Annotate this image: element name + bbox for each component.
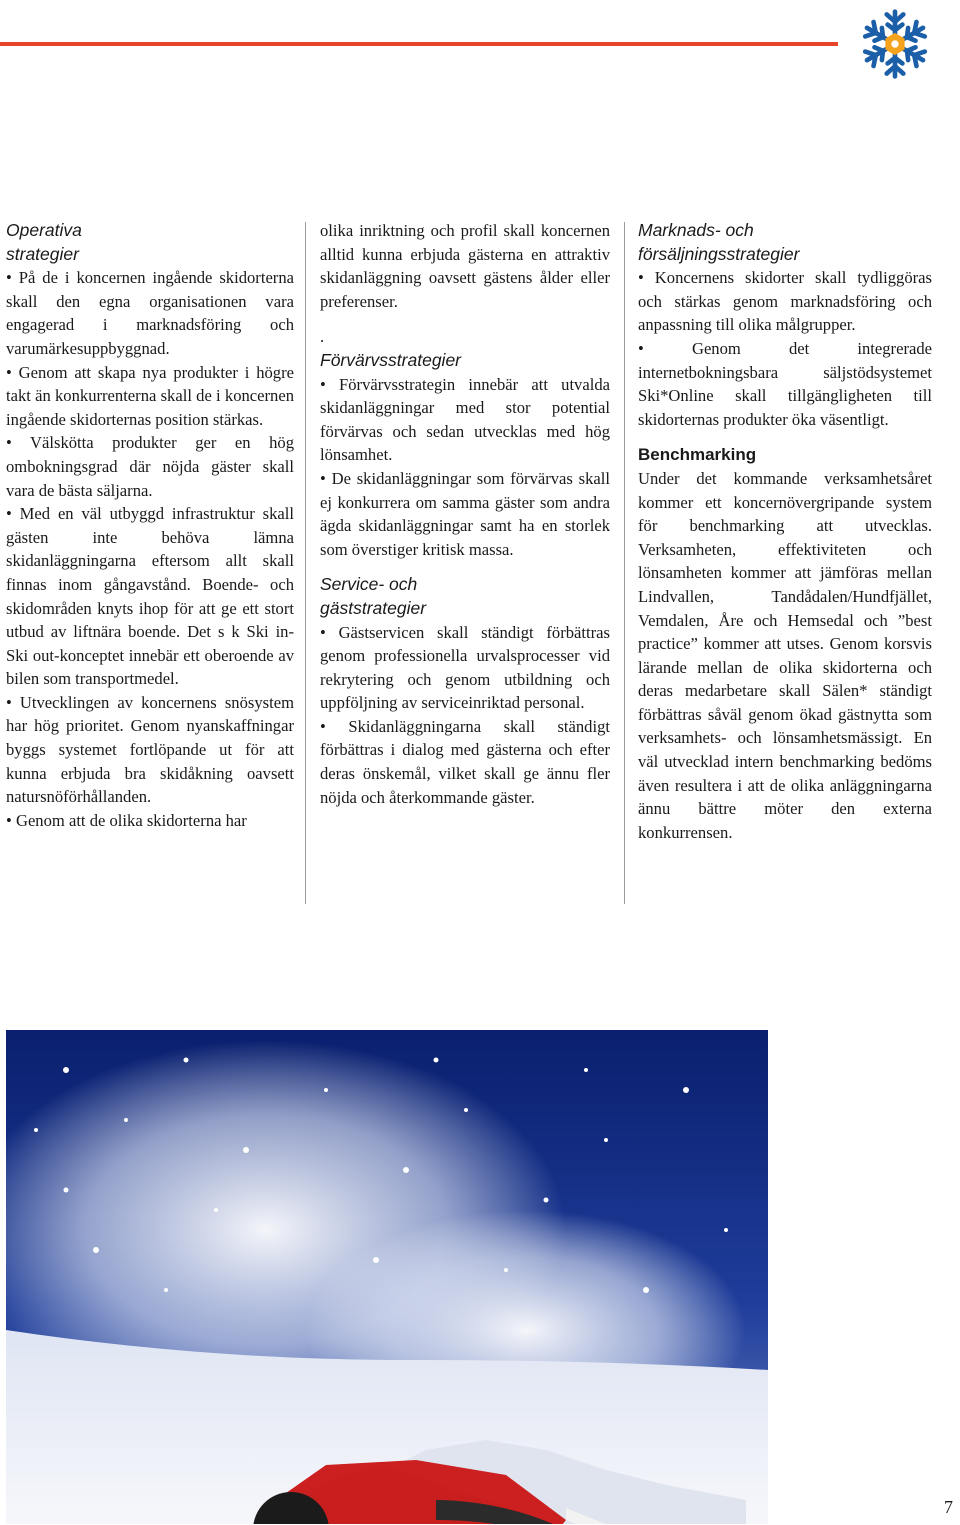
column-1 bbox=[6, 219, 294, 832]
heading-operativa-strategier: Operativa strategier bbox=[6, 220, 82, 264]
heading-marknads-och-forsaljningsstrategier: Marknads- och försäljningsstrategier bbox=[638, 220, 800, 264]
column-3 bbox=[638, 219, 932, 844]
column-divider bbox=[624, 222, 625, 904]
body-text: • Gästservicen skall ständigt förbättras genom professionella urvalsprocesser vid rekrytering och genom utbildning och uppföljning av serviceinriktad personal. • Skidanläggningarna skall ständigt förbättras i dialog med gästerna och efter deras önskemål, vilket skall ge ännu fler nöjda och återkommande gäster. bbox=[320, 622, 610, 807]
skier-photo bbox=[6, 1030, 768, 1524]
separator-dot: . bbox=[320, 327, 325, 347]
heading-forvarvsstrategier: Förvärvsstrategier bbox=[320, 349, 462, 370]
heading-service-och-gaststrategier: Service- och gäststrategier bbox=[320, 574, 427, 618]
skier-image bbox=[6, 1030, 768, 1524]
page-number: 7 bbox=[944, 1497, 953, 1517]
body-text: olika inriktning och profil skall koncernen alltid kunna erbjuda gästerna en attraktiv skidanläggning oavsett gästens ålder eller preferenser. bbox=[320, 221, 610, 311]
body-text: Under det kommande verksamhetsåret kommer ett koncernövergripande system för benchmarking att utvecklas. Verksamheten, effektiviteten och lönsamheten kommer att jämföras mellan Lindvallen, Tandådalen/Hundfjället, Vemdalen, Åre och Hemsedal och ”best practice” kommer att utses. Genom korsvis lärande mellan de olika skidorterna och deras medarbetare skall Sälen* ständigt förbättras såväl genom ökad gästnytta som verksamhets- och lönsamhetsmässigt. En väl utvecklad intern benchmarking bedöms även resultera i att de olika anläggningarna ännu bättre möter den externa konkurrensen. bbox=[638, 468, 932, 842]
snowflake-icon bbox=[858, 6, 932, 82]
column-2 bbox=[320, 219, 610, 809]
body-text: • Koncernens skidorter skall tydliggöras och stärkas genom marknadsföring och anpassning till olika målgrupper. • Genom det integrerade internetbokningsbara säljstödsystemet Ski*Online skall tillgängligheten till skidorternas produkter öka väsentligt. bbox=[638, 268, 932, 429]
column-divider bbox=[305, 222, 306, 904]
body-text: • På de i koncernen ingående skidorterna skall den egna organisationen vara engagerad i marknadsföring och varumärkesuppbyggnad. • Genom att skapa nya produkter i högre takt än konkurrenterna skall de i koncernen ingående skidorternas position stärkas. • Välskötta produkter ger en hög ombokningsgrad där nöjda gäster skall vara de bästa säljarna. • Med en väl utbyggd infrastruktur skall gästen inte behöva lämna skidanläggningarna eftersom allt skall finnas inom gångavstånd. Boende- och skidområden knyts ihop för att ge ett stort utbud av liftnära boende. Det s k Ski in-Ski out-konceptet innebär ett oberoende av bilen som transportmedel. • Utvecklingen av koncernens snösystem har hög prioritet. Genom nyanskaffningar byggs systemet fortlöpande ut för att kunna erbjuda bra skidåkning oavsett natursnöförhållanden. • Genom att de olika skidorterna har bbox=[6, 268, 294, 830]
heading-benchmarking: Benchmarking bbox=[638, 445, 757, 465]
accent-line bbox=[0, 42, 838, 46]
body-text: • Förvärvsstrategin innebär att utvalda skidanläggningar med stor potential förvärvas och sedan utvecklas med hög lönsamhet. • De skidanläggningar som förvärvas skall ej konkurrera om samma gäster som andra ägda skidanläggningar samt ha en storlek som överstiger kritisk massa. bbox=[320, 374, 610, 559]
